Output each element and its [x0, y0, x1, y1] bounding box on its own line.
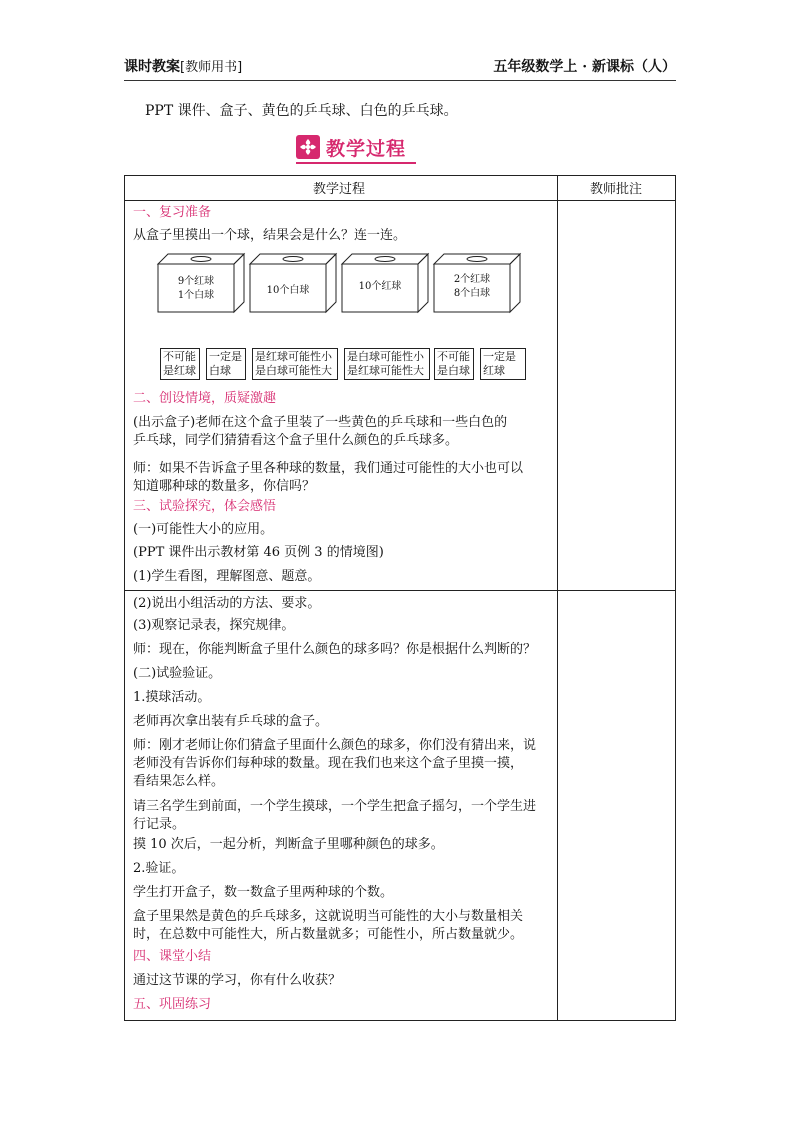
section2-title: 二、创设情境，质疑激趣: [133, 391, 277, 406]
option-2-line1: 一定是: [209, 350, 242, 363]
section3-p9: 老师再次拿出装有乒乓球的盒子。: [133, 714, 329, 729]
section3-p6: 师：现在，你能判断盒子里什么颜色的球多吗？你是根据什么判断的？: [133, 642, 537, 657]
box-1-line2: 1个白球: [177, 290, 215, 301]
banner-title: 教学过程: [326, 138, 407, 160]
box-4-line1: 2个红球: [453, 274, 491, 285]
section3-p12: 摸 10 次后，一起分析，判断盒子里哪种颜色的球多。: [133, 837, 444, 852]
section4-title: 四、课堂小结: [133, 949, 212, 964]
box-2-line1: 10个白球: [266, 285, 310, 296]
option-5-line2: 是白球: [437, 364, 470, 377]
option-6: [480, 348, 526, 380]
section3-p10c: 看结果怎么样。: [133, 774, 225, 789]
section3-p11a: 请三名学生到前面，一个学生摸球，一个学生把盒子摇匀，一个学生进: [133, 799, 537, 814]
section3-p7: (二)试验验证。: [133, 666, 222, 681]
box-2-label: [250, 284, 326, 298]
section1-title: 一、复习准备: [133, 205, 212, 220]
box-3-line1: 10个红球: [358, 281, 402, 292]
header-book-subtitle: [教师用书]: [180, 60, 243, 75]
section3-p5: (3)观察记录表，探究规律。: [133, 618, 295, 633]
section3-p14: 学生打开盒子，数一数盒子里两种球的个数。: [133, 885, 394, 900]
col2-header: 教师批注: [590, 182, 643, 197]
option-6-line1: 一定是: [483, 350, 516, 363]
box-4-label: [434, 273, 510, 301]
section3-p10a: 师：刚才老师让你们猜盒子里面什么颜色的球多，你们没有猜出来，说: [133, 738, 537, 753]
box-3-label: [342, 280, 418, 294]
option-1-line2: 是红球: [163, 364, 196, 377]
column-divider: [557, 176, 558, 1020]
section3-p15a: 盒子里果然是黄色的乒乓球多，这就说明当可能性的大小与数量相关: [133, 909, 524, 924]
section2-p1b: 乒乓球，同学们猜猜看这个盒子里什么颜色的乒乓球多。: [133, 433, 459, 448]
box-2: [250, 254, 336, 312]
option-1: [160, 348, 200, 380]
flower-logo-icon: [296, 135, 320, 159]
header-row-divider: [125, 200, 675, 201]
section5-title: 五、巩固练习: [133, 997, 212, 1012]
section3-title: 三、试验探究，体会感悟: [133, 499, 277, 514]
option-6-line2: 红球: [483, 364, 505, 377]
section3-p8: 1.摸球活动。: [133, 690, 211, 705]
banner-underline: [296, 162, 416, 164]
section4-p1: 通过这节课的学习，你有什么收获？: [133, 973, 342, 988]
section3-p13: 2.验证。: [133, 861, 185, 876]
option-5: [434, 348, 474, 380]
header-divider: [124, 80, 676, 81]
section3-p1: (一)可能性大小的应用。: [133, 522, 274, 537]
header-right: 五年级数学上 · 新课标（人）: [493, 59, 676, 75]
section3-p15b: 时，在总数中可能性大，所占数量就多；可能性小，所占数量就少。: [133, 927, 524, 942]
section2-p1a: (出示盒子)老师在这个盒子里装了一些黄色的乒乓球和一些白色的: [133, 415, 508, 430]
header-left: [124, 56, 242, 76]
section2-p2b: 知道哪种球的数量多，你信吗？: [133, 479, 316, 494]
box-1-line1: 9个红球: [177, 276, 215, 287]
option-2: [206, 348, 246, 380]
materials-text: PPT 课件、盒子、黄色的乒乓球、白色的乒乓球。: [145, 103, 458, 119]
section1-prompt: 从盒子里摸出一个球，结果会是什么？连一连。: [133, 228, 407, 243]
option-5-line1: 不可能: [437, 350, 470, 363]
section3-p11b: 行记录。: [133, 817, 186, 832]
header-book-title: 课时教案: [124, 59, 180, 75]
section3-p4: (2)说出小组活动的方法、要求。: [133, 596, 321, 611]
option-2-line2: 白球: [209, 364, 231, 377]
option-3-line2: 是白球可能性大: [255, 364, 332, 377]
option-1-line1: 不可能: [163, 350, 196, 363]
section3-p2: (PPT 课件出示教材第 46 页例 3 的情境图): [133, 545, 384, 560]
option-4: [344, 348, 430, 380]
option-3: [252, 348, 338, 380]
box-4-line2: 8个白球: [453, 288, 491, 299]
section-banner: [296, 135, 426, 161]
col1-header: 教学过程: [313, 182, 366, 197]
option-4-line1: 是白球可能性小: [347, 350, 424, 363]
option-4-line2: 是红球可能性大: [347, 364, 424, 377]
box-1-label: [158, 275, 234, 303]
page-row-divider: [125, 590, 675, 591]
section2-p2a: 师：如果不告诉盒子里各种球的数量，我们通过可能性的大小也可以: [133, 461, 524, 476]
section3-p10b: 老师没有告诉你们每种球的数量。现在我们也来这个盒子里摸一摸，: [133, 756, 524, 771]
option-3-line1: 是红球可能性小: [255, 350, 332, 363]
section3-p3: (1)学生看图，理解图意、题意。: [133, 569, 321, 584]
